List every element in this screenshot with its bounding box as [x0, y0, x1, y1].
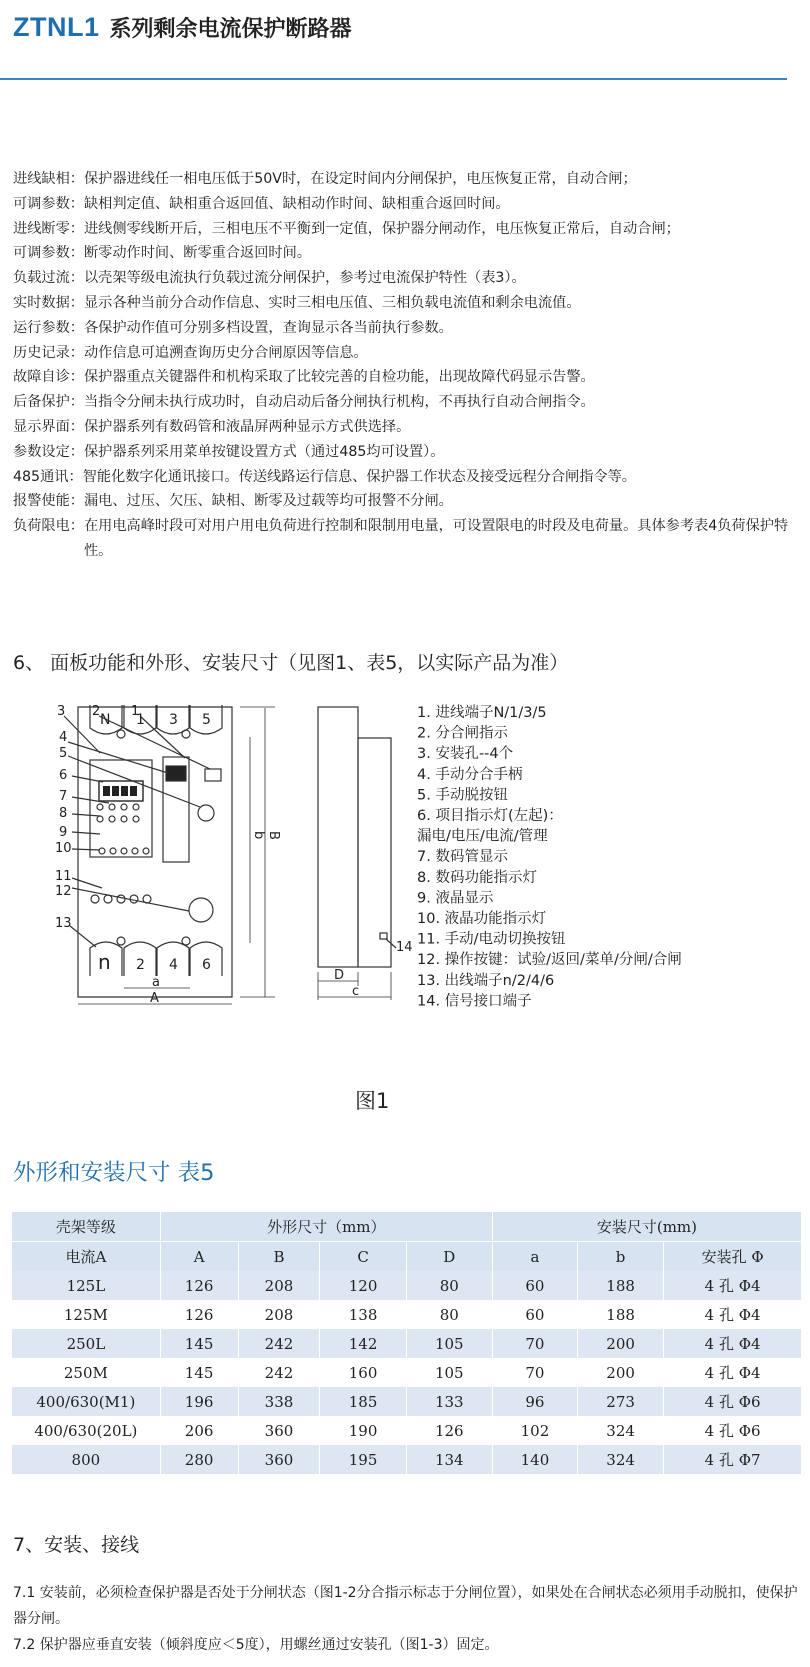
- section-7-heading: 7、安装、接线: [13, 1534, 140, 1556]
- feature-item: [13, 291, 803, 316]
- table-row: [12, 1445, 802, 1474]
- table-cell: 105: [406, 1329, 492, 1358]
- terminal-label: 2: [136, 957, 145, 973]
- feature-key: 可调参数：: [13, 245, 84, 262]
- feature-value: 当指令分闸未执行成功时，自动启动后备分闸执行机构，不再执行自动合闸指令。: [83, 394, 595, 411]
- switch-button: [189, 898, 213, 922]
- callout-4: 4: [59, 730, 68, 745]
- terminal-label: 5: [202, 712, 211, 728]
- callout-7: 7: [59, 789, 68, 804]
- key-button: [91, 895, 99, 903]
- feature-key: 负荷限电：: [13, 518, 84, 535]
- callout-11: 11: [55, 869, 72, 884]
- feature-item: [13, 365, 803, 390]
- table-cell: 133: [406, 1387, 492, 1416]
- table-cell: 80: [406, 1300, 492, 1329]
- feature-value: 缺相判定值、缺相重合返回值、缺相动作时间、缺相重合返回时间。: [83, 195, 510, 212]
- table-cell: 125L: [12, 1271, 160, 1300]
- feature-key: 485通讯：: [13, 468, 83, 485]
- dim-b: b: [251, 831, 266, 840]
- table-cell: 80: [406, 1271, 492, 1300]
- callout-14: 14: [396, 940, 413, 955]
- feature-value: 动作信息可追溯查询历史分合闸原因等信息。: [83, 344, 368, 361]
- table-cell: 280: [160, 1445, 238, 1474]
- table-cell: 400/630(20L): [12, 1416, 160, 1445]
- table-cell: 206: [160, 1416, 238, 1445]
- section-6-heading: 6、 面板功能和外形、安装尺寸（见图1、表5，以实际产品为准）: [13, 652, 569, 674]
- legend-item: 12. 操作按键：试验/返回/菜单/分闸/合闸: [417, 952, 682, 969]
- paragraph-7-2: 7.2 保护器应垂直安装（倾斜度应＜5度），用螺丝通过安装孔（图1-3）固定。: [13, 1637, 499, 1653]
- terminal-label: 4: [169, 957, 178, 973]
- legend-item: 8. 数码功能指示灯: [417, 869, 537, 886]
- table-row: [12, 1416, 802, 1445]
- callout-6: 6: [59, 768, 68, 783]
- function-led: [121, 848, 127, 854]
- feature-item: [13, 266, 803, 291]
- feature-key: 运行参数：: [13, 319, 84, 336]
- lcd-led: [109, 816, 115, 822]
- feature-value: 保护器系列采用菜单按键设置方式（通过485均可设置）。: [83, 443, 445, 460]
- key-button: [130, 895, 138, 903]
- feature-value: 以壳架等级电流执行负载过流分闸保护，参考过电流保护特性（表3）。: [83, 270, 526, 287]
- function-led: [110, 848, 116, 854]
- table-cell: 134: [406, 1445, 492, 1474]
- key-button: [117, 895, 125, 903]
- terminal-label: N: [100, 712, 111, 728]
- indicator-led-8: [97, 804, 103, 810]
- header-cell: 电流A: [12, 1242, 160, 1272]
- table-cell: 4 孔 Φ4: [664, 1271, 802, 1300]
- table-cell: 70: [492, 1329, 577, 1358]
- table-row: [12, 1387, 802, 1416]
- feature-item: [13, 440, 803, 465]
- table-cell: 4 孔 Φ4: [664, 1358, 802, 1387]
- indicator-led: [121, 804, 127, 810]
- table-cell: 145: [160, 1329, 238, 1358]
- legend-item: 10. 液晶功能指示灯: [417, 911, 547, 927]
- callout-1: 1: [131, 704, 140, 719]
- terminal-label: 3: [169, 712, 178, 728]
- table-cell: 188: [578, 1271, 664, 1300]
- header-cell: B: [238, 1242, 320, 1272]
- indicator-led: [109, 804, 115, 810]
- feature-key: 显示界面：: [13, 418, 84, 435]
- table-cell: 324: [578, 1445, 664, 1474]
- header-cell: D: [406, 1242, 492, 1272]
- header-cell: a: [492, 1242, 577, 1272]
- feature-key: 进线断零：: [13, 220, 84, 237]
- legend-item: 13. 出线端子n/2/4/6: [417, 972, 555, 989]
- feature-item: [13, 192, 803, 217]
- header-cell: A: [160, 1242, 238, 1272]
- figure-1-diagram: [0, 700, 810, 1120]
- legend-item: 2. 分合闸指示: [417, 725, 508, 742]
- table-cell: 360: [238, 1445, 320, 1474]
- terminal-label: n: [98, 950, 111, 974]
- header-cell: C: [320, 1242, 406, 1272]
- feature-value: 在用电高峰时段可对用户用电负荷进行控制和限制用电量，可设置限电的时段及电荷量。具体参考表4负荷保护特性。: [83, 518, 789, 559]
- table-cell: 200: [578, 1358, 664, 1387]
- feature-value: 各保护动作值可分别多档设置，查询显示各当前执行参数。: [83, 319, 453, 336]
- page-title: [13, 12, 352, 43]
- legend-item: 3. 安装孔--4个: [417, 746, 514, 763]
- lcd-led: [133, 816, 139, 822]
- table-cell: 142: [320, 1329, 406, 1358]
- table-cell: 126: [160, 1300, 238, 1329]
- display-digits: [103, 786, 137, 796]
- legend-item: 5. 手动脱按钮: [417, 787, 508, 804]
- table-5: [12, 1212, 802, 1474]
- callout-9: 9: [59, 825, 68, 840]
- mount-hole-tl: [117, 730, 125, 738]
- callout-5: 5: [59, 746, 68, 761]
- callout-10: 10: [55, 841, 72, 856]
- table-header-row: [12, 1242, 802, 1272]
- table-cell: 145: [160, 1358, 238, 1387]
- side-body: [318, 707, 358, 967]
- table-cell: 160: [320, 1358, 406, 1387]
- table-cell: 324: [578, 1416, 664, 1445]
- header-cell: 外形尺寸（mm）: [160, 1212, 492, 1242]
- feature-value: 保护器系列有数码管和液晶屏两种显示方式供选择。: [83, 418, 411, 435]
- legend-item: 4. 手动分合手柄: [417, 766, 523, 783]
- table-cell: 208: [238, 1271, 320, 1300]
- feature-value: 进线侧零线断开后，三相电压不平衡到一定值，保护器分闸动作，电压恢复正常后，自动合闸；: [83, 220, 680, 237]
- function-led: [143, 848, 149, 854]
- lcd-led: [121, 816, 127, 822]
- feature-item: [13, 390, 803, 415]
- table-cell: 96: [492, 1387, 577, 1416]
- function-led: [132, 848, 138, 854]
- feature-key: 可调参数：: [13, 195, 84, 212]
- feature-item: [13, 514, 803, 564]
- feature-value: 显示各种当前分合动作信息、实时三相电压值、三相负载电流值和剩余电流值。: [83, 294, 581, 311]
- table-row: [12, 1271, 802, 1300]
- header-cell: 安装孔 Φ: [664, 1242, 802, 1272]
- legend-item: 9. 液晶显示: [417, 890, 494, 907]
- table-cell: 195: [320, 1445, 406, 1474]
- table-cell: 138: [320, 1300, 406, 1329]
- table-cell: 208: [238, 1300, 320, 1329]
- table-5-title: 外形和安装尺寸 表5: [13, 1160, 215, 1186]
- feature-key: 参数设定：: [13, 443, 84, 460]
- paragraph-7-1: 7.1 安装前，必须检查保护器是否处于分闸状态（图1-2分合指示标志于分闸位置），如果处在合闸状态必须用手动脱扣，使保护器分闸。: [13, 1585, 798, 1627]
- feature-key: 历史记录：: [13, 344, 84, 361]
- title-rule: [0, 78, 787, 80]
- lcd-led-9: [97, 816, 103, 822]
- table-cell: 126: [406, 1416, 492, 1445]
- table-cell: 140: [492, 1445, 577, 1474]
- table-row: [12, 1329, 802, 1358]
- table-cell: 102: [492, 1416, 577, 1445]
- dim-B: B: [266, 831, 281, 840]
- table-cell: 360: [238, 1416, 320, 1445]
- feature-list: [13, 167, 803, 564]
- legend-item: 11. 手动/电动切换按钮: [417, 931, 566, 948]
- table-cell: 188: [578, 1300, 664, 1329]
- table-cell: 400/630(M1): [12, 1387, 160, 1416]
- brand-name: ZTNL1: [13, 12, 100, 42]
- header-cell: b: [578, 1242, 664, 1272]
- terminal-label: 1: [136, 712, 145, 728]
- table-cell: 125M: [12, 1300, 160, 1329]
- table-cell: 200: [578, 1329, 664, 1358]
- table-cell: 250M: [12, 1358, 160, 1387]
- feature-value: 断零动作时间、断零重合返回时间。: [83, 245, 311, 262]
- legend-item: 14. 信号接口端子: [417, 993, 532, 1010]
- terminal-label: 6: [202, 957, 211, 973]
- feature-value: 漏电、过压、欠压、缺相、断零及过载等均可报警不分闸。: [83, 493, 453, 510]
- table-cell: 190: [320, 1416, 406, 1445]
- table-row: [12, 1358, 802, 1387]
- table-cell: 4 孔 Φ6: [664, 1387, 802, 1416]
- table-cell: 70: [492, 1358, 577, 1387]
- table-cell: 60: [492, 1271, 577, 1300]
- callout-3: 3: [57, 704, 66, 719]
- table-cell: 185: [320, 1387, 406, 1416]
- table-cell: 242: [238, 1358, 320, 1387]
- table-cell: 242: [238, 1329, 320, 1358]
- table-cell: 250L: [12, 1329, 160, 1358]
- dim-a: a: [152, 975, 160, 990]
- signal-terminal: [380, 933, 387, 939]
- table-cell: 4 孔 Φ6: [664, 1416, 802, 1445]
- dim-A: A: [150, 991, 159, 1006]
- indicator-led: [133, 804, 139, 810]
- feature-value: 保护器进线任一相电压低于50V时，在设定时间内分闸保护，电压恢复正常，自动合闸；: [83, 171, 637, 187]
- legend-item: 7. 数码管显示: [417, 849, 508, 866]
- feature-key: 负载过流：: [13, 270, 84, 287]
- feature-item: [13, 217, 803, 242]
- feature-value: 保护器重点关键器件和机构采取了比较完善的自检功能，出现故障代码显示告警。: [83, 369, 595, 386]
- table-cell: 338: [238, 1387, 320, 1416]
- table-cell: 105: [406, 1358, 492, 1387]
- feature-item: [13, 241, 803, 266]
- feature-key: 故障自诊：: [13, 369, 84, 386]
- feature-key: 实时数据：: [13, 294, 84, 311]
- callout-2: 2: [92, 704, 101, 719]
- figure-caption: 图1: [355, 1089, 390, 1113]
- feature-item: [13, 167, 803, 192]
- table-cell: 196: [160, 1387, 238, 1416]
- callout-8: 8: [59, 806, 68, 821]
- table-cell: 4 孔 Φ7: [664, 1445, 802, 1474]
- legend-item: 1. 进线端子N/1/3/5: [417, 705, 547, 721]
- mount-hole-br: [182, 937, 190, 945]
- function-led-10: [99, 848, 105, 854]
- header-cell: 安装尺寸(mm): [492, 1212, 801, 1242]
- diagram-legend: [417, 704, 682, 1009]
- table-cell: 126: [160, 1271, 238, 1300]
- callout-13: 13: [55, 916, 72, 931]
- dim-D: D: [334, 968, 345, 983]
- feature-item: [13, 489, 803, 514]
- table-cell: 4 孔 Φ4: [664, 1329, 802, 1358]
- feature-item: [13, 415, 803, 440]
- feature-item: [13, 316, 803, 341]
- table-cell: 273: [578, 1387, 664, 1416]
- dim-c: c: [352, 984, 360, 999]
- legend-item: 6. 项目指示灯(左起)：: [417, 808, 563, 824]
- legend-item: 漏电/电压/电流/管理: [417, 828, 548, 845]
- mount-hole-bl: [117, 937, 125, 945]
- table-row: [12, 1300, 802, 1329]
- table-cell: 4 孔 Φ4: [664, 1300, 802, 1329]
- table-cell: 800: [12, 1445, 160, 1474]
- manual-trip-button: [198, 805, 214, 821]
- feature-key: 报警使能：: [13, 493, 84, 510]
- title-text: 系列剩余电流保护断路器: [109, 17, 352, 42]
- mount-hole-tr: [182, 730, 190, 738]
- feature-item: [13, 341, 803, 366]
- feature-key: 进线缺相：: [13, 171, 84, 187]
- feature-value: 智能化数字化通讯接口。传送线路运行信息、保护器工作状态及接受远程分合闸指令等。: [82, 468, 636, 485]
- manual-handle: [166, 766, 186, 781]
- header-cell: 壳架等级: [12, 1212, 160, 1242]
- feature-item: [13, 465, 803, 490]
- feature-key: 后备保护：: [13, 394, 84, 411]
- table-cell: 60: [492, 1300, 577, 1329]
- on-off-indicator: [205, 769, 221, 781]
- table-cell: 120: [320, 1271, 406, 1300]
- callout-12: 12: [55, 884, 72, 899]
- table-header-row: [12, 1212, 802, 1242]
